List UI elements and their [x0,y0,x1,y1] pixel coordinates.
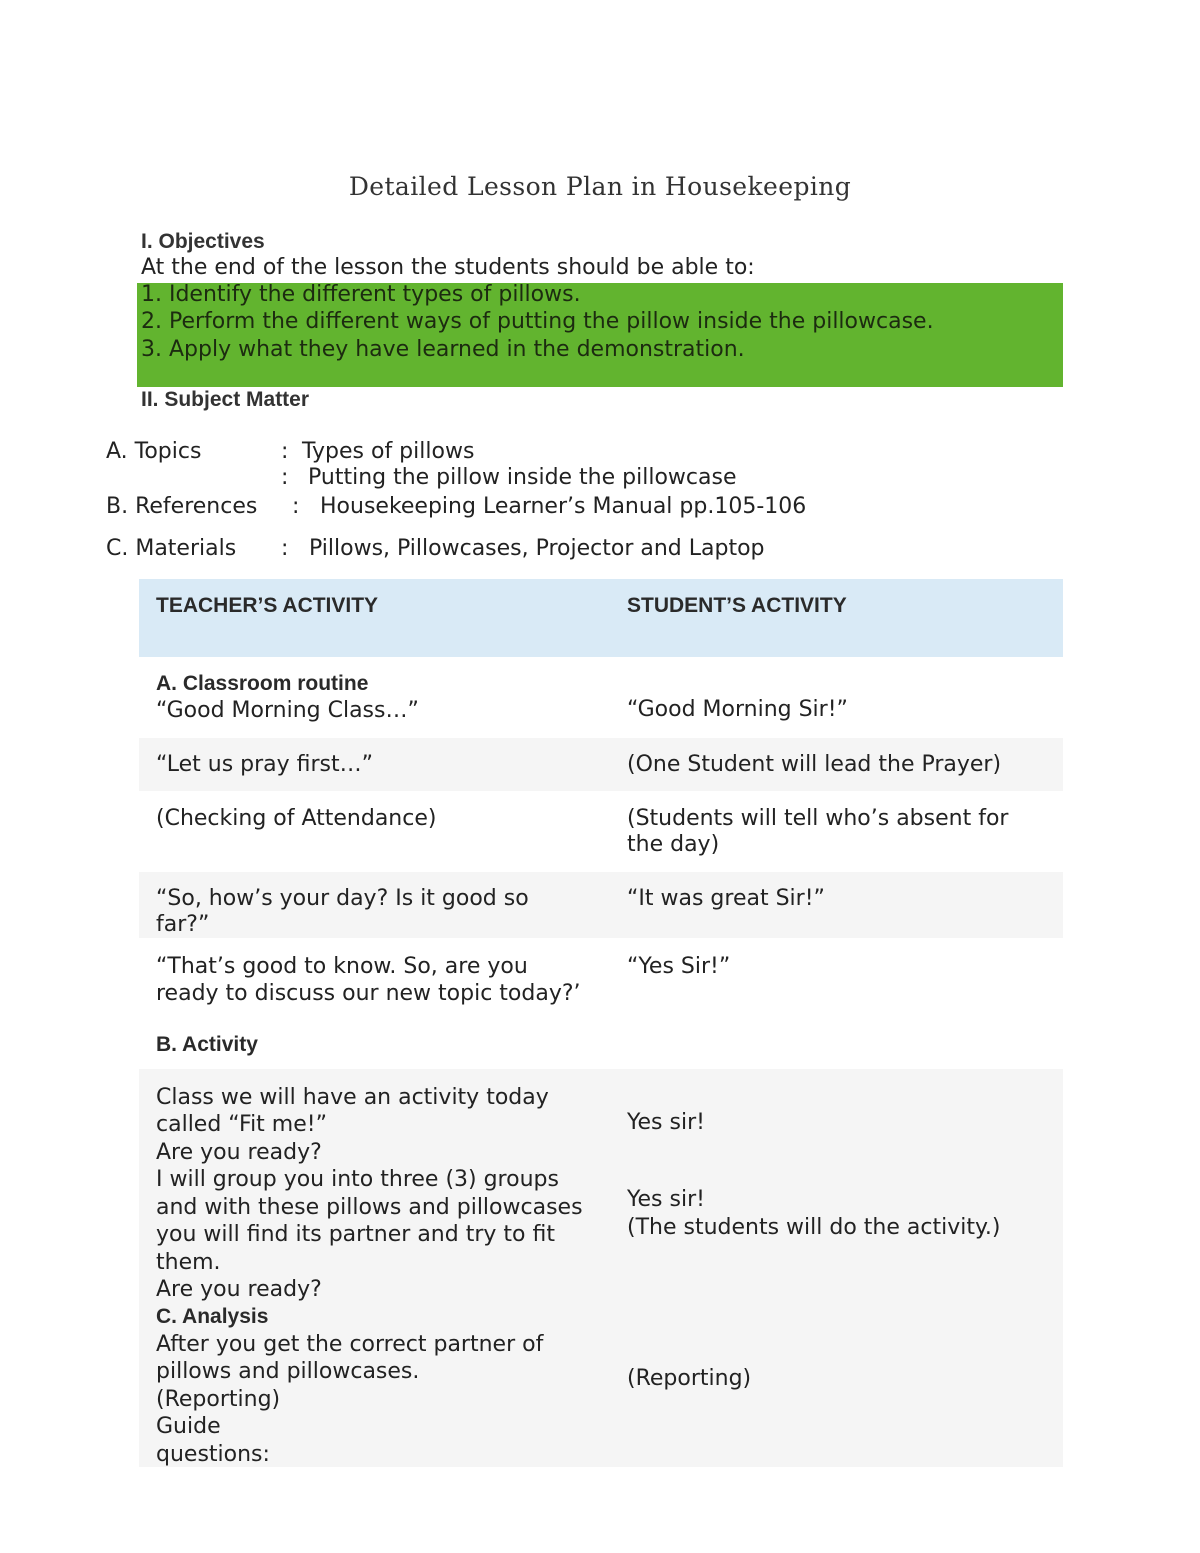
teacher-cell: “Let us pray first…” [156,752,374,777]
student-activity-header: STUDENT’S ACTIVITY [627,594,847,617]
student-cell: “It was great Sir!” [627,886,825,911]
objectives-heading: I. Objectives [141,230,265,253]
teacher-cell: “That’s good to know. So, are you [156,954,528,979]
table-header [139,579,1063,657]
activity-teacher-line: you will find its partner and try to fit [156,1222,555,1247]
activity-student-response: Yes sir! [627,1110,705,1135]
analysis-teacher-line: Guide [156,1414,221,1439]
activity-teacher-line: them. [156,1250,221,1275]
materials-value: Pillows, Pillowcases, Projector and Laptop [309,536,765,561]
subject-matter-heading: II. Subject Matter [141,388,310,411]
references-separator: : [292,494,300,519]
teacher-cell: (Checking of Attendance) [156,806,437,831]
analysis-teacher-line: (Reporting) [156,1387,281,1412]
student-cell: “Good Morning Sir!” [627,697,848,722]
activity-teacher-line: Class we will have an activity today [156,1085,549,1110]
student-cell: (Students will tell who’s absent for [627,806,1009,831]
topic-2: Putting the pillow inside the pillowcase [308,465,737,490]
student-cell-continued: the day) [627,832,720,857]
activity-teacher-line: Are you ready? [156,1140,322,1165]
objectives-intro: At the end of the lesson the students should be able to: [141,255,755,280]
teacher-cell: “Good Morning Class…” [156,698,419,723]
activity-teacher-line: and with these pillows and pillowcases [156,1195,583,1220]
references-value: Housekeeping Learner’s Manual pp.105-106 [320,494,807,519]
section-c-heading: C. Analysis [156,1305,269,1328]
teacher-cell-continued: ready to discuss our new topic today?’ [156,981,581,1006]
topic-2-separator: : [281,465,289,490]
activity-teacher-line: Are you ready? [156,1277,322,1302]
teacher-activity-header: TEACHER’S ACTIVITY [156,594,379,617]
analysis-teacher-line: questions: [156,1442,270,1467]
activity-teacher-line: I will group you into three (3) groups [156,1167,559,1192]
page-title: Detailed Lesson Plan in Housekeeping [348,172,852,201]
activity-student-response: Yes sir! [627,1187,705,1212]
objective-item-1: 1. Identify the different types of pillows. [141,282,581,307]
analysis-student-response: (Reporting) [627,1366,752,1391]
objective-item-3: 3. Apply what they have learned in the demonstration. [141,337,745,362]
analysis-teacher-line: pillows and pillowcases. [156,1359,420,1384]
student-cell: (One Student will lead the Prayer) [627,752,1002,777]
analysis-teacher-line: After you get the correct partner of [156,1332,544,1357]
student-cell: “Yes Sir!” [627,954,731,979]
topic-1: Types of pillows [302,439,475,464]
activity-teacher-line: called “Fit me!” [156,1112,327,1137]
activity-student-response: (The students will do the activity.) [627,1215,1001,1240]
teacher-cell-continued: far?” [156,912,210,937]
materials-label: C. Materials [106,536,237,561]
section-a-heading: A. Classroom routine [156,672,369,695]
references-label: B. References [106,494,258,519]
objective-item-2: 2. Perform the different ways of putting the pillow inside the pillowcase. [141,309,934,334]
topics-separator: : [281,439,289,464]
teacher-cell: “So, how’s your day? Is it good so [156,886,529,911]
topics-label: A. Topics [106,439,202,464]
section-b-heading: B. Activity [156,1033,258,1056]
materials-separator: : [281,536,289,561]
